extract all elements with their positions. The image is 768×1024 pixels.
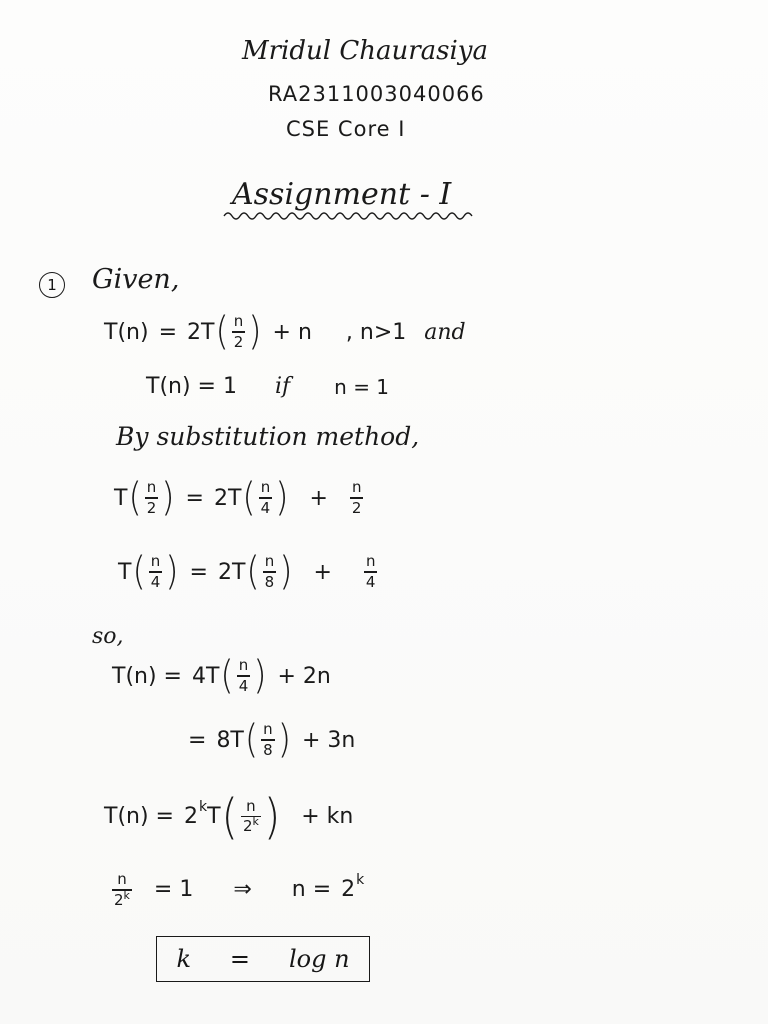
substitution-step-2: T ( $\frac{n}{4}$ ) = 2T ( $\frac{n}{8}$ ) + $\frac{n}{4}$: [118, 549, 376, 595]
step2-arg-den: 8: [264, 572, 275, 591]
answer-lhs: k: [176, 945, 191, 973]
assignment-title: Assignment - I: [232, 177, 452, 212]
step2-add-den: 4: [365, 572, 376, 591]
title-wavy-underline: [222, 208, 482, 222]
termination-condition: [110, 872, 364, 908]
step1-lhs-num: n: [146, 478, 157, 497]
general-arg-den-base: 2: [242, 817, 253, 836]
recurrence-equation: T(n) = 2T ( $\frac{n}{2}$ ) + n , n>1 and: [104, 309, 466, 355]
recurrence-lhs: T(n): [104, 319, 149, 345]
step2-plus: +: [313, 559, 332, 585]
step1-plus: +: [309, 485, 328, 511]
general-form: T(n) = 2 k T ( $\frac{n}{2^k}$ ) + kn: [104, 788, 354, 845]
terminate-num: n: [117, 870, 127, 888]
registration-number: RA2311003040066: [268, 82, 485, 106]
expand2-eq: =: [188, 727, 207, 753]
method-label: By substitution method,: [116, 422, 420, 451]
step1-coef: 2T: [213, 485, 242, 511]
recurrence-arg-fraction: [232, 314, 246, 350]
expand2-arg-den: 8: [263, 740, 273, 759]
expand1-lhs: T(n) =: [112, 663, 182, 689]
step1-lhs-den: 2: [146, 498, 157, 517]
general-tail: + kn: [301, 804, 354, 829]
recurrence-coef: 2T: [187, 319, 215, 345]
step1-arg-num: n: [260, 478, 271, 497]
terminate-den-base: 2: [114, 890, 124, 909]
step1-arg-den: 4: [260, 498, 271, 517]
terminate-den-exp: k: [123, 888, 130, 902]
expand2-tail: + 3n: [301, 727, 356, 753]
base-case-lhs: T(n) = 1: [146, 374, 237, 399]
terminate-rhs-base: 2: [341, 877, 356, 903]
recurrence-condition: , n>1: [345, 319, 407, 345]
step2-add-num: n: [365, 552, 376, 571]
course-name: CSE Core I: [286, 117, 406, 141]
terminate-rhs: n =: [291, 877, 332, 903]
expansion-2: = 8T ( $\frac{n}{8}$ ) + 3n: [188, 717, 356, 763]
expansion-1: T(n) = 4T ( $\frac{n}{4}$ ) + 2n: [112, 653, 331, 699]
substitution-step-1: T ( $\frac{n}{2}$ ) = 2T ( $\frac{n}{4}$ ) + $\frac{n}{2}$: [114, 475, 362, 521]
general-lhs: T(n) =: [104, 804, 174, 829]
step2-coef: 2T: [217, 559, 246, 585]
expand1-arg-num: n: [238, 656, 249, 675]
base-case-condition: n = 1: [334, 374, 390, 399]
terminate-rhs-exp: k: [356, 871, 365, 888]
question-number: 1: [47, 276, 57, 294]
step2-arg-num: n: [264, 552, 275, 571]
recurrence-and: and: [424, 319, 466, 345]
recurrence-eq: =: [158, 319, 177, 345]
answer-eq: =: [229, 945, 251, 973]
base-case-if: if: [274, 374, 291, 399]
step1-eq: =: [185, 485, 204, 511]
step2-eq: =: [189, 559, 208, 585]
general-arg-den-exp: k: [252, 815, 259, 829]
step1-add-den: 2: [351, 498, 362, 517]
expand2-coef: 8T: [216, 727, 244, 753]
expand1-coef: 4T: [191, 663, 220, 689]
step2-lhs-num: n: [150, 552, 161, 571]
fraction-numerator: n: [233, 312, 244, 331]
general-arg-num: n: [246, 796, 256, 815]
fraction-denominator: 2: [233, 332, 244, 351]
student-name: Mridul Chaurasiya: [242, 36, 488, 66]
general-exp: k: [198, 798, 208, 815]
answer-rhs: log n: [288, 945, 350, 973]
question-number-badge: [39, 272, 65, 298]
recurrence-tail: + n: [272, 319, 312, 345]
general-T: T: [207, 804, 221, 829]
so-label: so,: [92, 624, 124, 649]
expand1-arg-den: 4: [238, 676, 249, 695]
expand2-arg-num: n: [263, 720, 273, 739]
implies-arrow: ⇒: [233, 877, 252, 903]
base-case: [146, 374, 389, 399]
general-base: 2: [183, 804, 198, 829]
step2-lhs-den: 4: [150, 572, 161, 591]
terminate-eq: = 1: [153, 877, 194, 903]
given-label: Given,: [92, 264, 180, 295]
expand1-tail: + 2n: [277, 663, 331, 689]
step1-add-num: n: [351, 478, 362, 497]
final-answer-box: [156, 936, 370, 982]
